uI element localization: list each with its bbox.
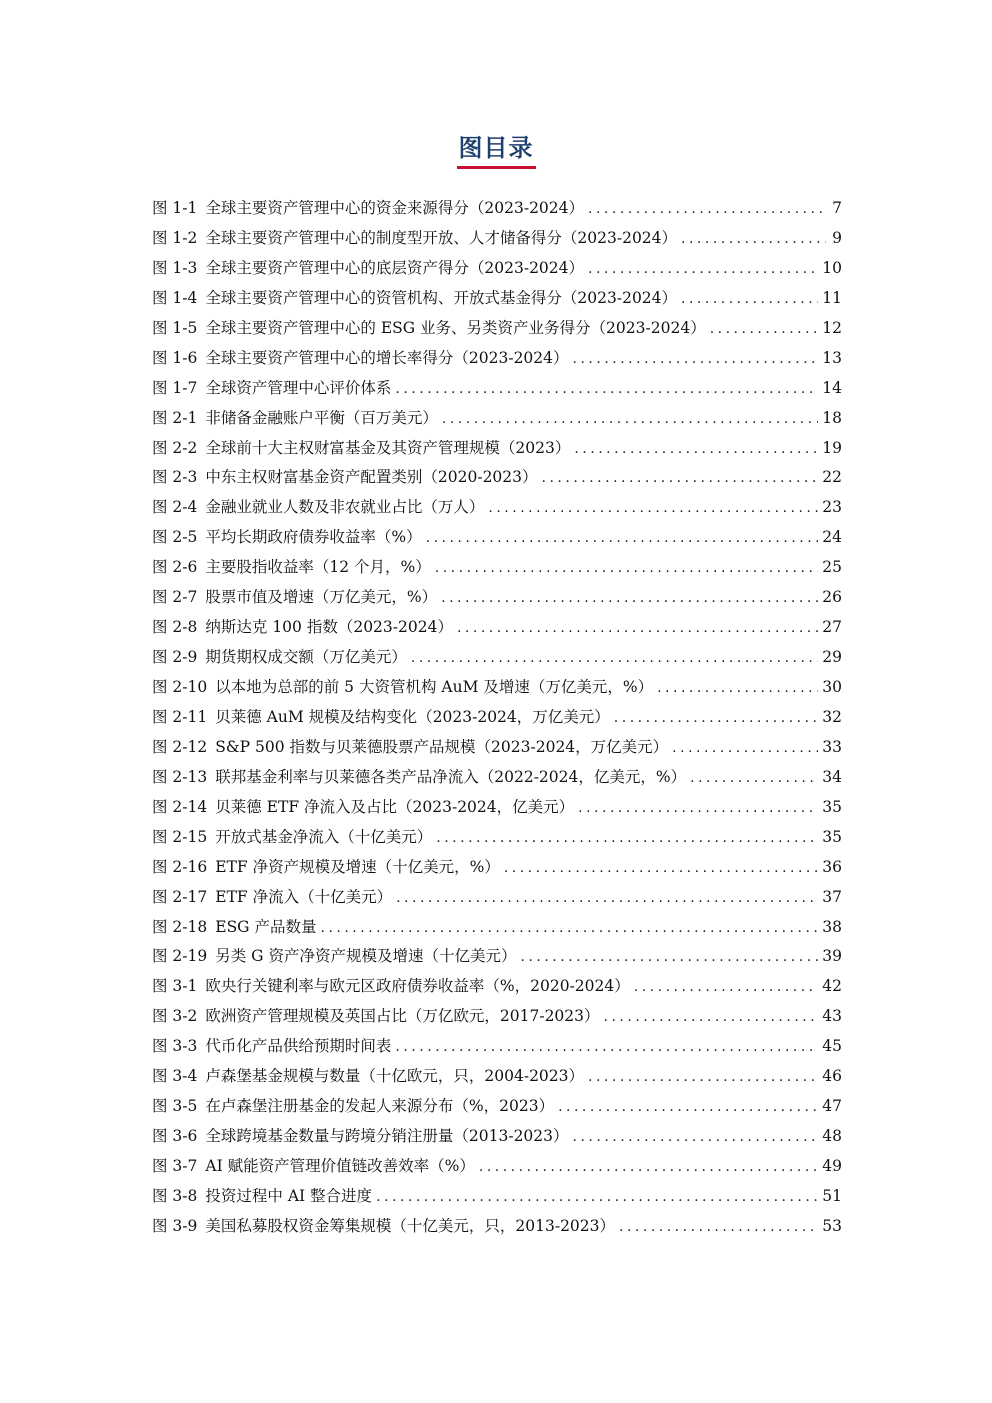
page-number: 34 xyxy=(822,767,842,786)
figure-number: 图 2-17 xyxy=(152,887,208,906)
page-number: 30 xyxy=(822,678,842,696)
toc-entry[interactable] xyxy=(152,374,842,404)
dot-leader xyxy=(604,1003,819,1032)
figure-number: 图 3-8 xyxy=(152,1186,198,1205)
dot-leader xyxy=(634,973,819,1002)
figure-number: 图 3-4 xyxy=(152,1067,198,1086)
figure-number: 图 2-7 xyxy=(152,588,198,607)
dot-leader xyxy=(479,1153,818,1182)
page-number: 53 xyxy=(822,1216,842,1235)
dot-leader xyxy=(321,914,819,943)
toc-entry[interactable] xyxy=(152,613,842,643)
figure-number: 图 2-2 xyxy=(152,438,198,457)
toc-entry[interactable] xyxy=(152,733,842,763)
dot-leader xyxy=(681,285,818,314)
dot-leader xyxy=(442,405,818,434)
toc-entry[interactable] xyxy=(152,673,842,703)
figure-title: 全球前十大主权财富基金及其资产管理规模（2023） xyxy=(205,438,571,457)
dot-leader xyxy=(681,225,826,254)
toc-entry[interactable] xyxy=(152,523,842,553)
toc-entry[interactable] xyxy=(152,1152,842,1182)
figure-number: 图 2-11 xyxy=(152,707,208,726)
toc-entry[interactable] xyxy=(152,703,842,733)
page-number: 46 xyxy=(822,1067,842,1086)
figure-title: 开放式基金净流入（十亿美元） xyxy=(215,827,433,846)
toc-entry[interactable] xyxy=(152,194,842,224)
dot-leader xyxy=(588,195,826,224)
page-number: 45 xyxy=(822,1037,842,1056)
figure-title: 贝莱德 ETF 净流入及占比（2023-2024，亿美元） xyxy=(215,797,575,816)
dot-leader xyxy=(435,554,818,583)
figure-number: 图 3-5 xyxy=(152,1097,198,1116)
figure-title: 贝莱德 AuM 规模及结构变化（2023-2024，万亿美元） xyxy=(215,707,610,726)
page-number: 19 xyxy=(822,438,842,457)
page-number: 35 xyxy=(822,827,842,846)
dot-leader xyxy=(690,764,818,793)
dot-leader xyxy=(395,375,818,404)
figure-number: 图 2-4 xyxy=(152,498,198,517)
toc-entry[interactable] xyxy=(152,763,842,793)
figure-title: S&P 500 指数与贝莱德股票产品规模（2023-2024，万亿美元） xyxy=(215,737,669,756)
figure-title: 代币化产品供给预期时间表 xyxy=(205,1037,392,1056)
figure-title: 另类 G 资产净资产规模及增速（十亿美元） xyxy=(215,947,517,966)
toc-entry[interactable] xyxy=(152,1122,842,1152)
figure-number: 图 2-14 xyxy=(152,797,208,816)
toc-entry[interactable] xyxy=(152,463,842,493)
figure-title: 全球主要资产管理中心的资金来源得分（2023-2024） xyxy=(205,199,585,217)
page-number: 32 xyxy=(822,707,842,726)
dot-leader xyxy=(521,943,819,972)
figure-number: 图 3-2 xyxy=(152,1007,198,1026)
page-number: 24 xyxy=(822,528,842,547)
dot-leader xyxy=(376,1183,818,1212)
figure-title: 全球主要资产管理中心的资管机构、开放式基金得分（2023-2024） xyxy=(205,288,678,307)
toc-entry[interactable] xyxy=(152,1212,842,1242)
figure-title: 非储备金融账户平衡（百万美元） xyxy=(205,408,438,427)
dot-leader xyxy=(426,524,819,553)
figure-number: 图 3-9 xyxy=(152,1216,198,1235)
page-number: 37 xyxy=(822,887,842,906)
figure-title: ESG 产品数量 xyxy=(215,917,317,936)
figure-title: 全球资产管理中心评价体系 xyxy=(205,378,392,397)
toc-entry[interactable] xyxy=(152,942,842,972)
dot-leader xyxy=(578,794,818,823)
figure-number: 图 2-16 xyxy=(152,857,208,876)
figure-number: 图 2-3 xyxy=(152,468,198,487)
dot-leader xyxy=(395,1033,818,1062)
figure-title: 全球跨境基金数量与跨境分销注册量（2013-2023） xyxy=(205,1127,569,1146)
figure-title: 卢森堡基金规模与数量（十亿欧元，只，2004-2023） xyxy=(205,1067,585,1086)
dot-leader xyxy=(504,854,818,883)
figure-title: 中东主权财富基金资产配置类别（2020-2023） xyxy=(205,468,538,487)
page-number: 26 xyxy=(822,588,842,607)
page-number: 49 xyxy=(822,1157,842,1175)
dot-leader xyxy=(614,704,818,733)
figure-number: 图 3-1 xyxy=(152,977,198,996)
dot-leader xyxy=(396,884,818,913)
figure-number: 图 2-15 xyxy=(152,827,208,846)
toc-entry[interactable] xyxy=(152,434,842,464)
figure-title: 全球主要资产管理中心的底层资产得分（2023-2024） xyxy=(205,258,585,277)
dot-leader xyxy=(441,584,818,613)
figure-title: 全球主要资产管理中心的增长率得分（2023-2024） xyxy=(205,348,569,367)
page-number: 43 xyxy=(822,1007,842,1026)
dot-leader xyxy=(574,435,818,464)
figure-number: 图 2-12 xyxy=(152,737,208,756)
page-number: 18 xyxy=(822,408,842,427)
page-title-wrap xyxy=(0,128,992,169)
toc-entry[interactable] xyxy=(152,823,842,853)
page-number: 14 xyxy=(822,378,842,397)
figure-number: 图 1-1 xyxy=(152,199,198,217)
figure-title: 在卢森堡注册基金的发起人来源分布（%，2023） xyxy=(205,1097,555,1116)
toc-entry[interactable] xyxy=(152,793,842,823)
figure-title: 金融业就业人数及非农就业占比（万人） xyxy=(205,498,485,517)
toc-entry[interactable] xyxy=(152,254,842,284)
dot-leader xyxy=(411,644,818,673)
page-number: 9 xyxy=(832,228,842,247)
dot-leader xyxy=(457,614,818,643)
page-number: 36 xyxy=(822,857,842,876)
figure-title: ETF 净流入（十亿美元） xyxy=(215,887,393,906)
figure-number: 图 3-6 xyxy=(152,1127,198,1146)
figure-title: 欧央行关键利率与欧元区政府债券收益率（%，2020-2024） xyxy=(205,977,630,996)
figure-number: 图 2-18 xyxy=(152,917,208,936)
toc-entry[interactable] xyxy=(152,1182,842,1212)
dot-leader xyxy=(619,1213,818,1242)
figure-number: 图 3-3 xyxy=(152,1037,198,1056)
toc-entry[interactable] xyxy=(152,883,842,913)
dot-leader xyxy=(488,494,818,523)
toc-entry[interactable] xyxy=(152,583,842,613)
toc-entry[interactable] xyxy=(152,1002,842,1032)
toc-entry[interactable] xyxy=(152,224,842,254)
toc-entry[interactable] xyxy=(152,972,842,1002)
figure-list xyxy=(152,194,842,1242)
figure-title: 联邦基金利率与贝莱德各类产品净流入（2022-2024，亿美元，%） xyxy=(215,767,687,786)
toc-entry[interactable] xyxy=(152,1092,842,1122)
figure-number: 图 1-6 xyxy=(152,348,198,367)
toc-entry[interactable] xyxy=(152,284,842,314)
dot-leader xyxy=(542,464,819,493)
figure-title: 纳斯达克 100 指数（2023-2024） xyxy=(205,618,453,637)
figure-title: 主要股指收益率（12 个月，%） xyxy=(205,558,431,577)
dot-leader xyxy=(710,315,819,344)
figure-title: 美国私募股权资金筹集规模（十亿美元，只，2013-2023） xyxy=(205,1216,616,1235)
toc-entry[interactable] xyxy=(152,853,842,883)
figure-number: 图 1-7 xyxy=(152,378,198,397)
dot-leader xyxy=(558,1093,818,1122)
page-number: 33 xyxy=(822,737,842,756)
page-number: 38 xyxy=(822,917,842,936)
figure-title: 欧洲资产管理规模及英国占比（万亿欧元，2017-2023） xyxy=(205,1007,600,1026)
figure-number: 图 2-13 xyxy=(152,767,208,786)
dot-leader xyxy=(588,255,818,284)
figure-number: 图 2-10 xyxy=(152,678,208,696)
page-number: 42 xyxy=(822,977,842,996)
page-number: 35 xyxy=(822,797,842,816)
toc-entry[interactable] xyxy=(152,1032,842,1062)
figure-title: 全球主要资产管理中心的 ESG 业务、另类资产业务得分（2023-2024） xyxy=(205,318,706,337)
figure-title: ETF 净资产规模及增速（十亿美元，%） xyxy=(215,857,500,876)
page-number: 11 xyxy=(822,288,842,307)
page-number: 48 xyxy=(822,1127,842,1146)
dot-leader xyxy=(657,674,818,703)
page-number: 25 xyxy=(822,558,842,577)
dot-leader xyxy=(436,824,818,853)
toc-entry[interactable] xyxy=(152,913,842,943)
page-number: 7 xyxy=(832,199,842,217)
page-number: 22 xyxy=(822,468,842,487)
dot-leader xyxy=(573,1123,819,1152)
toc-entry[interactable] xyxy=(152,553,842,583)
toc-entry[interactable] xyxy=(152,314,842,344)
figure-number: 图 1-4 xyxy=(152,288,198,307)
figure-number: 图 3-7 xyxy=(152,1157,198,1175)
page-title: 图目录 xyxy=(457,128,536,169)
dot-leader xyxy=(672,734,818,763)
dot-leader xyxy=(573,345,819,374)
toc-entry[interactable] xyxy=(152,643,842,673)
dot-leader xyxy=(588,1063,818,1092)
figure-title: AI 赋能资产管理价值链改善效率（%） xyxy=(205,1157,475,1175)
figure-number: 图 2-5 xyxy=(152,528,198,547)
toc-entry[interactable] xyxy=(152,493,842,523)
figure-title: 平均长期政府债券收益率（%） xyxy=(205,528,422,547)
figure-number: 图 1-3 xyxy=(152,258,198,277)
figure-title: 全球主要资产管理中心的制度型开放、人才储备得分（2023-2024） xyxy=(205,228,678,247)
page-number: 23 xyxy=(822,498,842,517)
page-number: 29 xyxy=(822,648,842,667)
figure-number: 图 2-6 xyxy=(152,558,198,577)
page-number: 51 xyxy=(822,1186,842,1205)
page-number: 47 xyxy=(822,1097,842,1116)
page-number: 27 xyxy=(822,618,842,637)
figure-title: 投资过程中 AI 整合进度 xyxy=(205,1186,373,1205)
figure-number: 图 1-2 xyxy=(152,228,198,247)
figure-number: 图 2-1 xyxy=(152,408,198,427)
toc-entry[interactable] xyxy=(152,1062,842,1092)
page-number: 12 xyxy=(822,318,842,337)
figure-title: 股票市值及增速（万亿美元，%） xyxy=(205,588,438,607)
page-number: 10 xyxy=(822,258,842,277)
toc-entry[interactable] xyxy=(152,404,842,434)
toc-entry[interactable] xyxy=(152,344,842,374)
figure-number: 图 2-8 xyxy=(152,618,198,637)
figure-title: 期货期权成交额（万亿美元） xyxy=(205,648,407,667)
page-number: 13 xyxy=(822,348,842,367)
figure-number: 图 2-9 xyxy=(152,648,198,667)
page-number: 39 xyxy=(822,947,842,966)
figure-title: 以本地为总部的前 5 大资管机构 AuM 及增速（万亿美元，%） xyxy=(215,678,654,696)
figure-number: 图 2-19 xyxy=(152,947,208,966)
figure-number: 图 1-5 xyxy=(152,318,198,337)
